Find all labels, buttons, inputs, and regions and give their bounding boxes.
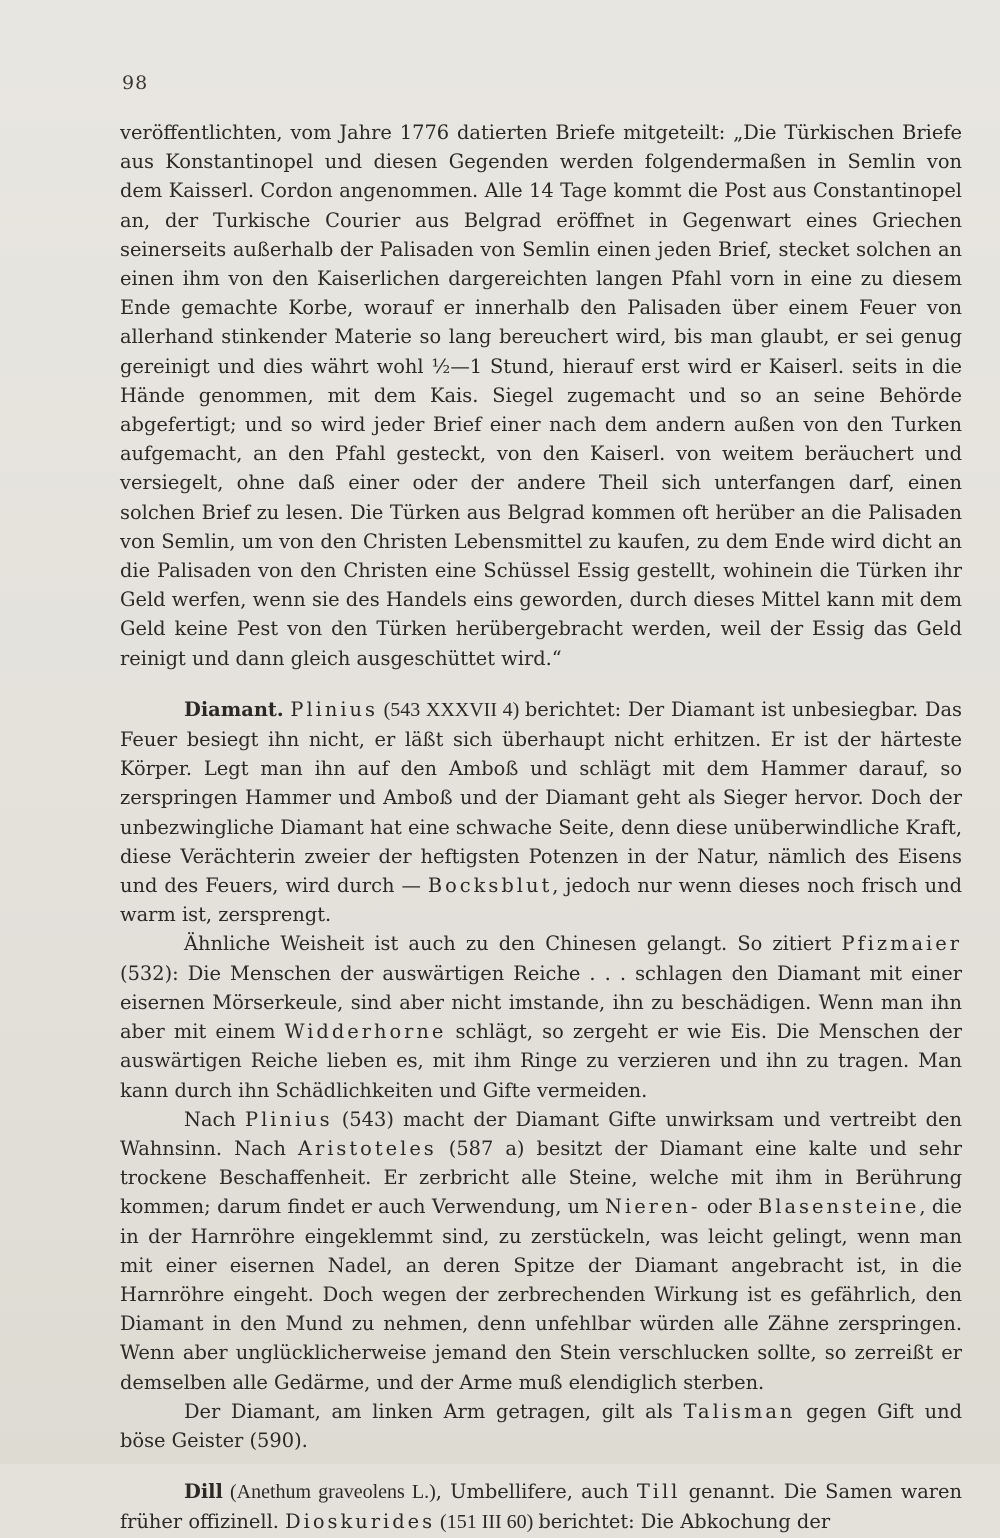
author-aristoteles: Aristoteles [297,1136,437,1160]
diamant-paragraph-2 [120,929,962,1104]
lemma-diamant: Diamant. [184,697,284,721]
dill-paragraph [120,1477,962,1537]
ref-dioskurides: (151 III 60) [435,1511,539,1534]
diamant-p3-text-c: (587 a) besitzt der Diamant eine kalte und sehr trockene Beschaffenheit. Er zerbricht alle Steine, welche mit ihm in Berührung kommen; darum findet er auch Verwendung, um [120,1136,962,1219]
dill-text-a: , Umbellifere, auch [435,1480,637,1504]
diamant-p4-text-a: Der Diamant, am linken Arm getragen, gilt als [184,1399,684,1423]
spaced-blasensteine: Blasensteine [758,1195,920,1219]
author-plinius-2: Plinius [245,1107,333,1131]
diamant-p4-text-b: gegen Gift und böse Geister (590). [120,1399,962,1452]
dill-latin-name: (Anethum graveolens L.) [222,1481,436,1504]
diamant-p3-text-d: oder [700,1195,759,1219]
dill-text-c: berichtet: Die Abkochung der [538,1510,831,1534]
author-dioskurides: Dioskurides [285,1510,436,1534]
spaced-bocksblut: Bocksblut [427,874,553,898]
lemma-dill: Dill [184,1480,223,1504]
ref-plinius: (543 XXXVII 4) [378,698,525,721]
spaced-talisman: Talisman [683,1399,796,1423]
diamant-paragraph-1 [120,695,962,930]
diamant-p2-text-a: Ähnliche Weisheit ist auch zu den Chinesen gelangt. So zitiert [184,932,842,956]
diamant-p3-text-e: , die in der Harnröhre eingeklemmt sind, zu zerstückeln, was leicht gelingt, wenn man mit einer eisernen Nadel, an deren Spitze der Diamant angebracht ist, in die Harnröhre eingeht. Doch wegen der zerbrechenden Wirkung ist es gefährlich, den Diamant in den Mund zu nehmen, denn unfehlbar würden alle Zähne zerspringen. Wenn aber unglücklicherweise jemand den Stein verschlucken sollte, so zerreißt er demselben alle Gedärme, und der Arme muß elendiglich sterben. [120,1195,962,1394]
diamant-p2-text-b: (532): Die Menschen der auswärtigen Reiche . . . schlagen den Diamant mit einer eisernen Mörserkeule, sind aber nicht imstande, ihn zu beschädigen. Wenn man ihn aber mit einem [120,961,962,1044]
diamant-p1-end: , jedoch nur wenn dieses noch frisch und warm ist, zersprengt. [120,874,962,927]
spaced-nieren: Nieren- [605,1195,701,1219]
page-number: 98 [122,72,149,94]
diamant-p2-text-c: schlägt, so zergeht er wie Eis. Die Menschen der auswärtigen Reiche lieben es, mit ihm Ringe zu verzieren und ihn zu tragen. Man kann durch ihn Schädlichkeiten und Gifte vermeiden. [120,1020,962,1102]
diamant-paragraph-3 [120,1105,962,1397]
quote-paragraph: veröffentlichten, vom Jahre 1776 datierten Briefe mitgeteilt: „Die Türkischen Briefe aus Konstantinopel und diesen Gegenden werden folgendermaßen in Semlin von dem Kaisserl. Cordon angenommen. Alle 14 Tage kommt die Post aus Constantinopel an, der Turkische Courier aus Belgrad eröffnet in Gegenwart eines Griechen seinerseits außerhalb der Palisaden von Semlin einen jeden Brief, stecket solchen an einen ihm von den Kaiserlichen dargereichten langen Pfahl vorn in eine zu diesem Ende gemachte Korbe, worauf er innerhalb den Palisaden über einem Feuer von allerhand stinkender Materie so lang bereuchert wird, bis man glaubt, er sei genug gereinigt und dies währt wohl ½—1 Stund, hierauf erst wird er Kaiserl. seits in die Hände genommen, mit dem Kais. Siegel zugemacht und so an seine Behörde abgefertigt; und so wird jeder Brief einer nach dem andern außen von den Turken aufgemacht, an den Pfahl gesteckt, von den Kaiserl. von weitem beräuchert und versiegelt, ohne daß einer oder der andere Theil sich unterfangen darf, einen solchen Brief zu lesen. Die Türken aus Belgrad kommen oft herüber an die Palisaden von Semlin, um von den Christen Lebensmittel zu kaufen, zu dem Ende wird dicht an die Palisaden von den Christen eine Schüssel Essig gestellt, wohinein die Türken ihr Geld werfen, wenn sie des Handels eins geworden, durch dieses Mittel kann mit dem Geld keine Pest von den Türken herübergebracht werden, weil der Essig das Geld reinigt und dann gleich ausgeschüttet wird.“ [120,121,962,670]
body-text [120,118,962,1538]
diamant-p3-text-b: (543) macht der Diamant Gifte unwirksam und vertreibt den Wahnsinn. Nach [120,1107,962,1160]
diamant-paragraph-4 [120,1397,962,1455]
author-pfizmaier: Pfizmaier [841,932,962,956]
diamant-p1-text: berichtet: Der Diamant ist unbesiegbar. Das Feuer besiegt ihn nicht, er läßt sich überhaupt nicht erhitzen. Er ist der härteste Körper. Legt man ihn auf den Amboß und schlägt mit dem Hammer darauf, so zerspringen Hammer und Amboß und der Diamant geht als Sieger hervor. Doch der unbezwingliche Diamant hat eine schwache Seite, denn diese unüberwindliche Kraft, diese Verächterin zweier der heftigsten Potenzen in der Natur, nämlich des Eisens und des Feuers, wird durch — [120,697,962,898]
author-plinius: Plinius [290,697,379,721]
dill-text-b: genannt. Die Samen waren früher offizinell. [120,1480,962,1534]
spaced-till: Till [636,1480,681,1504]
diamant-p3-text-a: Nach [184,1107,246,1131]
spaced-widderhorne: Widderhorne [284,1020,447,1044]
